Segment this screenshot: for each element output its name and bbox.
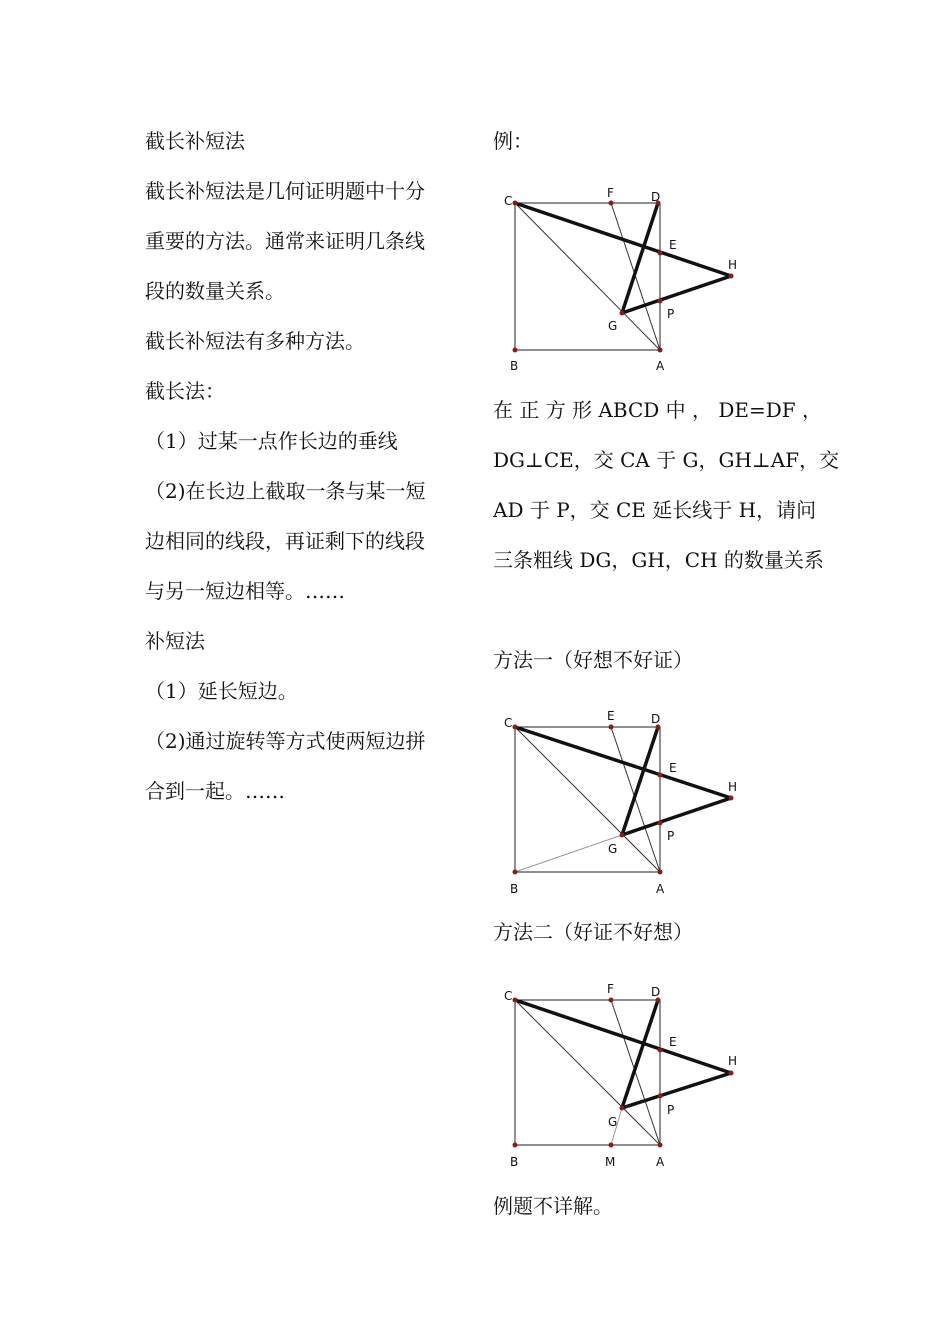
svg-text:A: A: [656, 1155, 665, 1169]
section-title: 截长补短法: [145, 129, 245, 153]
fill-short-step1: （1）延长短边。: [145, 679, 298, 703]
left-column: [145, 116, 465, 816]
svg-text:E: E: [607, 709, 615, 723]
svg-text:E: E: [669, 761, 677, 775]
problem-line: DG⊥CE，交 CA 于 G，GH⊥AF，交: [493, 448, 840, 472]
problem-line: AD 于 P，交 CE 延长线于 H，请问: [493, 498, 817, 522]
label-p: P: [667, 307, 675, 321]
svg-text:P: P: [667, 829, 675, 843]
thick-ch: [515, 203, 731, 276]
many-methods-line: 截长补短法有多种方法。: [145, 329, 365, 353]
cut-long-step2-line: 边相同的线段，再证剩下的线段: [145, 529, 425, 553]
label-b: B: [510, 359, 519, 373]
label-a: A: [656, 359, 665, 373]
cut-long-step2-line: 与另一短边相等。……: [145, 579, 345, 603]
thick-gh: [622, 276, 731, 313]
label-g: G: [608, 319, 618, 333]
method1-label: 方法一（好想不好证）: [493, 648, 693, 672]
intro-line: 重要的方法。通常来证明几条线: [145, 229, 425, 253]
svg-text:D: D: [651, 712, 661, 726]
svg-text:H: H: [728, 780, 738, 794]
intro-line: 截长补短法是几何证明题中十分: [145, 179, 425, 203]
label-d: D: [651, 190, 661, 204]
closing-line: 例题不详解。: [493, 1194, 613, 1218]
geometry-figure-example: [500, 185, 750, 375]
svg-text:G: G: [608, 842, 618, 856]
svg-text:C: C: [504, 989, 513, 1003]
problem-statement: [493, 385, 840, 585]
problem-line: 在 正 方 形 ABCD 中 ， DE=DF ，: [493, 398, 823, 422]
fill-short-step2-line: 合到一起。……: [145, 779, 285, 803]
svg-text:C: C: [504, 716, 513, 730]
svg-text:H: H: [728, 1054, 738, 1068]
svg-text:P: P: [667, 1103, 675, 1117]
geometry-figure-method1: [500, 709, 750, 899]
svg-text:A: A: [656, 882, 665, 896]
label-f: F: [607, 186, 614, 200]
svg-text:F: F: [607, 982, 614, 996]
geometry-figure-method2: [500, 982, 750, 1172]
label-h: H: [728, 258, 738, 272]
svg-text:B: B: [510, 882, 519, 896]
method2-label: 方法二（好证不好想）: [493, 920, 693, 944]
diagonal-ca: [515, 203, 660, 350]
problem-line: 三条粗线 DG，GH，CH 的数量关系: [493, 548, 824, 572]
svg-text:G: G: [608, 1115, 618, 1129]
svg-text:B: B: [510, 1155, 519, 1169]
svg-text:E: E: [669, 1035, 677, 1049]
segment-bg: [515, 835, 622, 872]
fill-short-step2-line: （2)通过旋转等方式使两短边拼: [145, 729, 426, 753]
example-label: 例：: [493, 129, 533, 153]
cut-long-heading: 截长法：: [145, 379, 225, 403]
intro-line: 段的数量关系。: [145, 279, 285, 303]
label-e: E: [669, 238, 677, 252]
fill-short-heading: 补短法: [145, 629, 205, 653]
thick-dg: [622, 203, 658, 313]
cut-long-step1: （1）过某一点作长边的垂线: [145, 429, 398, 453]
cut-long-step2-line: （2)在长边上截取一条与某一短: [145, 479, 426, 503]
label-c: C: [504, 194, 513, 208]
svg-text:M: M: [605, 1155, 616, 1169]
svg-text:D: D: [651, 985, 661, 999]
